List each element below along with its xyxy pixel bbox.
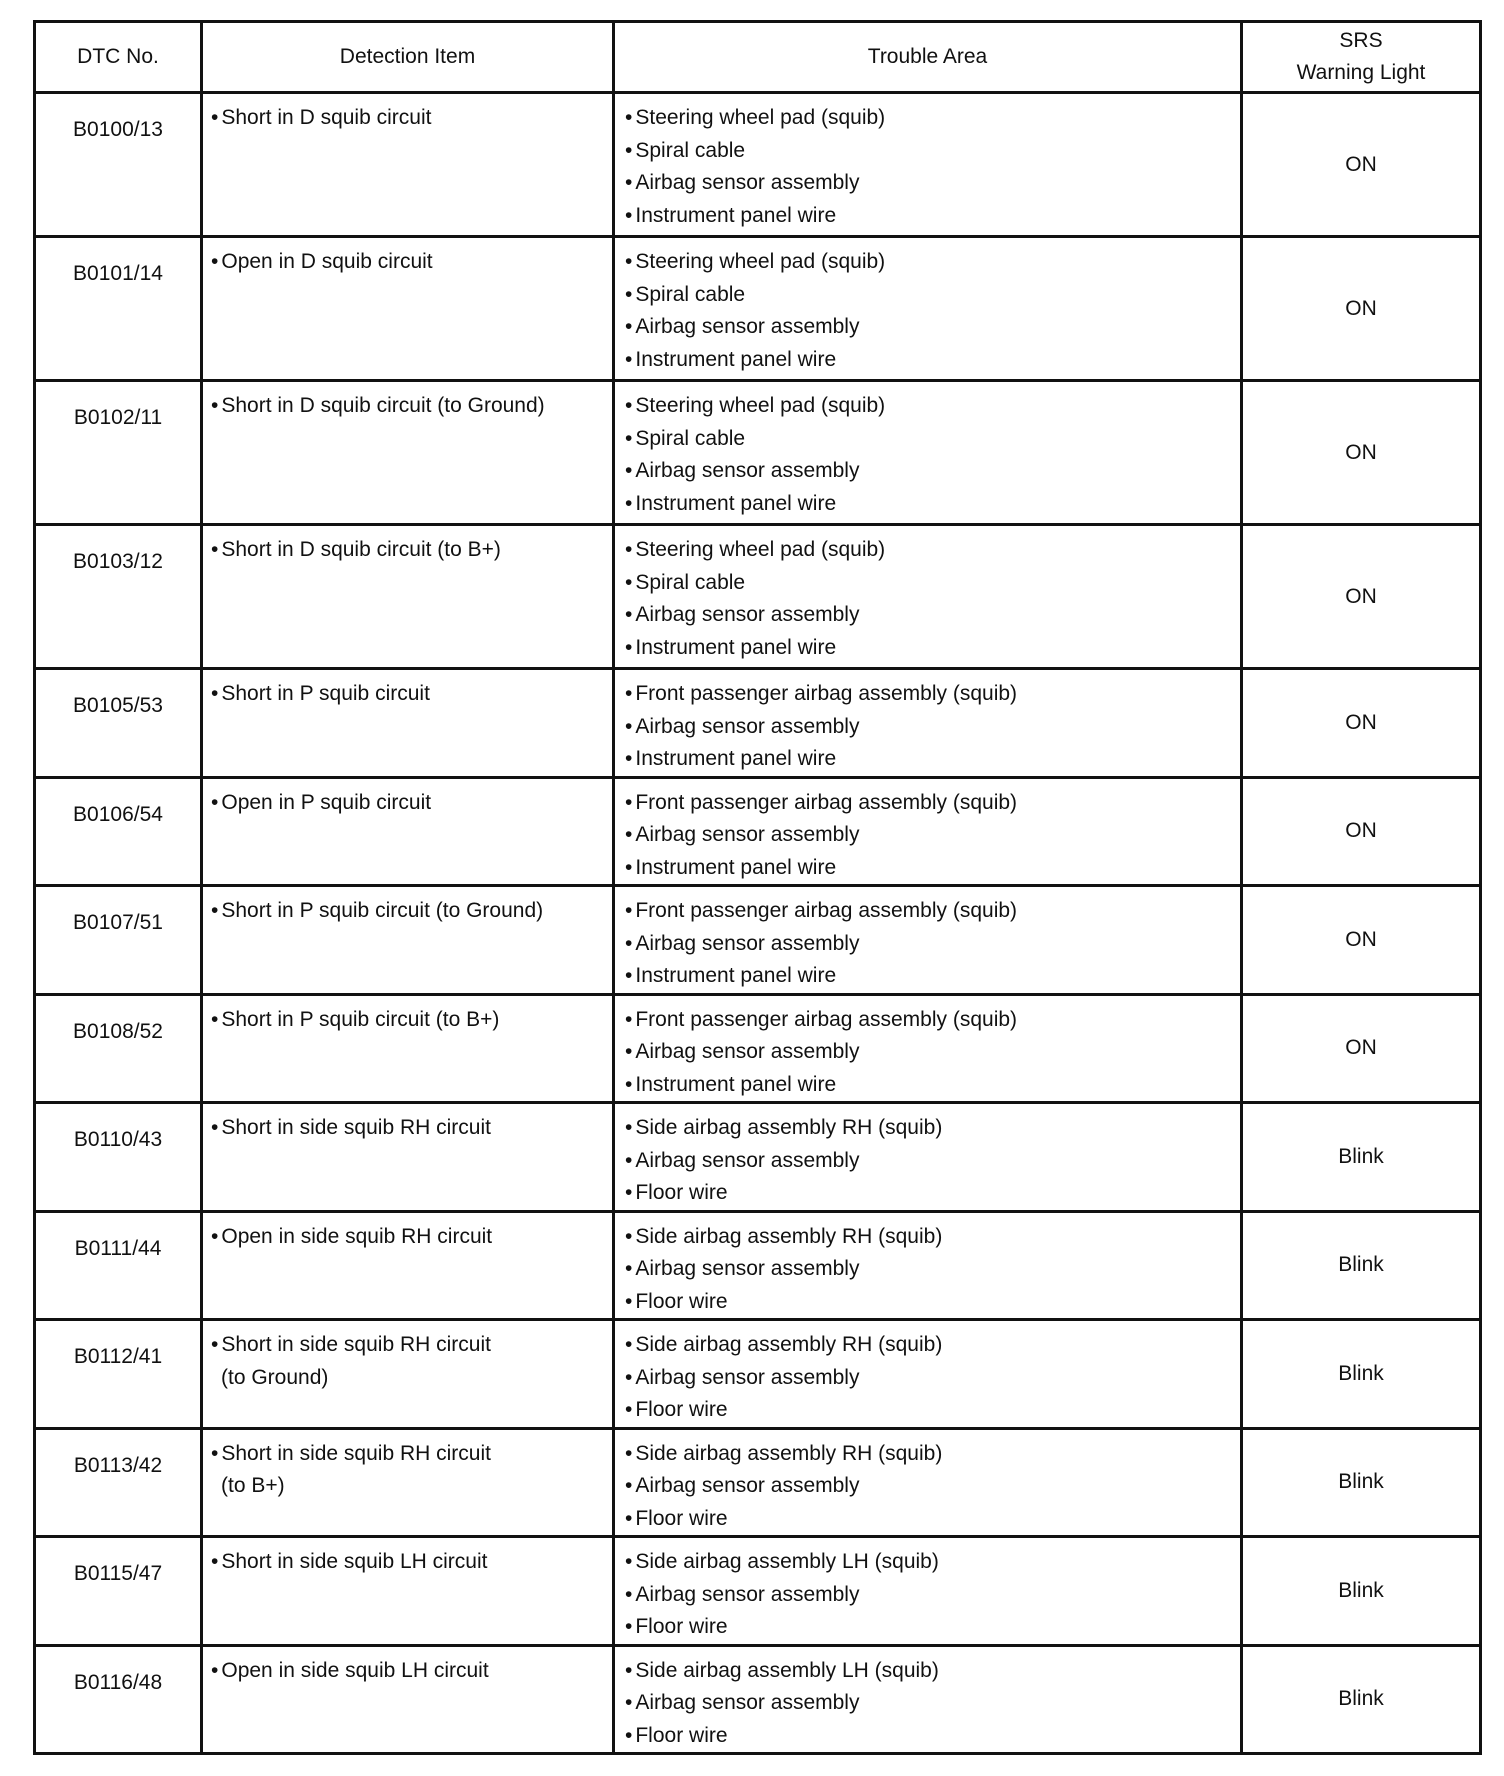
table-row [35, 93, 1481, 237]
detection-item-cell [202, 994, 614, 1103]
trouble-area-item: • Instrument panel wire [625, 632, 1240, 665]
trouble-area-cell [614, 1645, 1242, 1754]
trouble-area-cell [614, 994, 1242, 1103]
table-row [35, 1211, 1481, 1320]
srs-warning-light-cell: Blink [1242, 1645, 1481, 1754]
trouble-area-item: • Side airbag assembly RH (squib) [625, 1112, 1240, 1145]
detection-item-cell [202, 1320, 614, 1429]
detection-item-cell [202, 237, 614, 381]
trouble-area-item: • Instrument panel wire [625, 200, 1240, 233]
header-detection-item: Detection Item [202, 22, 614, 93]
trouble-area-cell [614, 237, 1242, 381]
trouble-area-item: • Instrument panel wire [625, 344, 1240, 377]
detection-item-continuation: (to B+) [221, 1474, 285, 1497]
trouble-area-item: • Airbag sensor assembly [625, 1579, 1240, 1612]
srs-warning-light-cell: Blink [1242, 1211, 1481, 1320]
trouble-area-item: • Steering wheel pad (squib) [625, 246, 1240, 279]
trouble-area-item: • Airbag sensor assembly [625, 711, 1240, 744]
dtc-code-cell: B0107/51 [35, 886, 202, 995]
trouble-area-item: • Steering wheel pad (squib) [625, 534, 1240, 567]
detection-item-cell [202, 381, 614, 525]
trouble-area-item: • Airbag sensor assembly [625, 1036, 1240, 1069]
trouble-area-item: • Airbag sensor assembly [625, 1687, 1240, 1720]
trouble-area-cell [614, 777, 1242, 886]
table-row [35, 1320, 1481, 1429]
trouble-area-item: • Airbag sensor assembly [625, 1253, 1240, 1286]
srs-warning-light-cell: ON [1242, 669, 1481, 778]
srs-warning-light-cell: ON [1242, 525, 1481, 669]
dtc-code-cell: B0102/11 [35, 381, 202, 525]
table-row [35, 777, 1481, 886]
trouble-area-item: • Steering wheel pad (squib) [625, 390, 1240, 423]
detection-item-cell [202, 1645, 614, 1754]
trouble-area-item: • Floor wire [625, 1177, 1240, 1210]
trouble-area-item: • Spiral cable [625, 135, 1240, 168]
trouble-area-cell [614, 1428, 1242, 1537]
trouble-area-item: • Spiral cable [625, 279, 1240, 312]
detection-item-text: • Open in side squib RH circuit [211, 1221, 612, 1254]
srs-warning-light-cell: Blink [1242, 1320, 1481, 1429]
detection-item-text: • Short in side squib LH circuit [211, 1546, 612, 1579]
table-row [35, 669, 1481, 778]
dtc-code-cell: B0110/43 [35, 1103, 202, 1212]
table-row [35, 1537, 1481, 1646]
dtc-code-cell: B0115/47 [35, 1537, 202, 1646]
detection-item-cell [202, 669, 614, 778]
trouble-area-item: • Airbag sensor assembly [625, 928, 1240, 961]
trouble-area-item: • Front passenger airbag assembly (squib) [625, 895, 1240, 928]
srs-warning-light-cell: ON [1242, 381, 1481, 525]
trouble-area-item: • Side airbag assembly LH (squib) [625, 1655, 1240, 1688]
detection-item-text: • Short in D squib circuit (to B+) [211, 534, 612, 567]
detection-item-cell [202, 1428, 614, 1537]
trouble-area-cell [614, 93, 1242, 237]
header-srs-line1: SRS [1339, 29, 1383, 52]
detection-item-text: • Short in side squib RH circuit [211, 1438, 612, 1471]
trouble-area-item: • Instrument panel wire [625, 488, 1240, 521]
detection-item-cell [202, 1211, 614, 1320]
trouble-area-item: • Floor wire [625, 1286, 1240, 1319]
trouble-area-cell [614, 1320, 1242, 1429]
detection-item-text: • Short in side squib RH circuit [211, 1112, 612, 1145]
detection-item-cell [202, 777, 614, 886]
trouble-area-item: • Airbag sensor assembly [625, 455, 1240, 488]
trouble-area-item: • Steering wheel pad (squib) [625, 102, 1240, 135]
table-body [35, 93, 1481, 1754]
trouble-area-item: • Side airbag assembly RH (squib) [625, 1438, 1240, 1471]
trouble-area-cell [614, 1211, 1242, 1320]
trouble-area-cell [614, 886, 1242, 995]
trouble-area-item: • Side airbag assembly RH (squib) [625, 1221, 1240, 1254]
dtc-code-cell: B0108/52 [35, 994, 202, 1103]
detection-item-text: • Short in D squib circuit (to Ground) [211, 390, 612, 423]
trouble-area-cell [614, 1103, 1242, 1212]
srs-warning-light-cell: ON [1242, 886, 1481, 995]
trouble-area-cell [614, 525, 1242, 669]
detection-item-text: • Short in D squib circuit [211, 102, 612, 135]
dtc-code-cell: B0105/53 [35, 669, 202, 778]
detection-item-cell [202, 525, 614, 669]
srs-warning-light-cell: Blink [1242, 1428, 1481, 1537]
table-row [35, 886, 1481, 995]
trouble-area-item: • Airbag sensor assembly [625, 1470, 1240, 1503]
trouble-area-item: • Floor wire [625, 1720, 1240, 1753]
dtc-code-cell: B0106/54 [35, 777, 202, 886]
dtc-code-cell: B0112/41 [35, 1320, 202, 1429]
trouble-area-item: • Floor wire [625, 1503, 1240, 1536]
detection-item-text: • Open in P squib circuit [211, 787, 612, 820]
srs-warning-light-cell: ON [1242, 93, 1481, 237]
trouble-area-item: • Instrument panel wire [625, 1069, 1240, 1102]
trouble-area-cell [614, 381, 1242, 525]
dtc-code-cell: B0111/44 [35, 1211, 202, 1320]
detection-item-text: • Short in P squib circuit [211, 678, 612, 711]
trouble-area-item: • Front passenger airbag assembly (squib) [625, 678, 1240, 711]
trouble-area-item: • Side airbag assembly RH (squib) [625, 1329, 1240, 1362]
dtc-code-cell: B0113/42 [35, 1428, 202, 1537]
srs-warning-light-cell: ON [1242, 994, 1481, 1103]
dtc-code-cell: B0116/48 [35, 1645, 202, 1754]
table-row [35, 381, 1481, 525]
trouble-area-item: • Front passenger airbag assembly (squib) [625, 1004, 1240, 1037]
trouble-area-item: • Instrument panel wire [625, 852, 1240, 885]
trouble-area-item: • Instrument panel wire [625, 960, 1240, 993]
srs-warning-light-cell: Blink [1242, 1537, 1481, 1646]
detection-item-text: • Short in side squib RH circuit [211, 1329, 612, 1362]
dtc-table [33, 20, 1482, 1755]
table-row [35, 1103, 1481, 1212]
trouble-area-cell [614, 1537, 1242, 1646]
srs-warning-light-cell: ON [1242, 777, 1481, 886]
detection-item-text: • Open in side squib LH circuit [211, 1655, 612, 1688]
header-srs-warning-light [1242, 22, 1481, 93]
trouble-area-item: • Airbag sensor assembly [625, 1145, 1240, 1178]
trouble-area-item: • Airbag sensor assembly [625, 819, 1240, 852]
trouble-area-item: • Spiral cable [625, 567, 1240, 600]
srs-warning-light-cell: Blink [1242, 1103, 1481, 1212]
header-row [35, 22, 1481, 93]
trouble-area-item: • Side airbag assembly LH (squib) [625, 1546, 1240, 1579]
trouble-area-item: • Instrument panel wire [625, 743, 1240, 776]
dtc-code-cell: B0103/12 [35, 525, 202, 669]
detection-item-text: • Short in P squib circuit (to Ground) [211, 895, 612, 928]
detection-item-cell [202, 1537, 614, 1646]
header-srs-line2: Warning Light [1296, 61, 1426, 84]
header-trouble-area: Trouble Area [614, 22, 1242, 93]
table-row [35, 1428, 1481, 1537]
trouble-area-item: • Airbag sensor assembly [625, 599, 1240, 632]
detection-item-text: • Open in D squib circuit [211, 246, 612, 279]
trouble-area-item: • Floor wire [625, 1611, 1240, 1644]
detection-item-cell [202, 1103, 614, 1212]
dtc-code-cell: B0101/14 [35, 237, 202, 381]
detection-item-cell [202, 886, 614, 995]
detection-item-text: • Short in P squib circuit (to B+) [211, 1004, 612, 1037]
header-dtc-no: DTC No. [35, 22, 202, 93]
table-header [35, 22, 1481, 93]
dtc-code-cell: B0100/13 [35, 93, 202, 237]
trouble-area-item: • Spiral cable [625, 423, 1240, 456]
trouble-area-item: • Airbag sensor assembly [625, 167, 1240, 200]
trouble-area-item: • Airbag sensor assembly [625, 311, 1240, 344]
detection-item-continuation: (to Ground) [221, 1365, 329, 1389]
table-row [35, 525, 1481, 669]
trouble-area-item: • Front passenger airbag assembly (squib) [625, 787, 1240, 820]
table-row [35, 994, 1481, 1103]
trouble-area-item: • Floor wire [625, 1394, 1240, 1427]
table-row [35, 1645, 1481, 1754]
srs-warning-light-cell: ON [1242, 237, 1481, 381]
trouble-area-cell [614, 669, 1242, 778]
detection-item-cell [202, 93, 614, 237]
table-row [35, 237, 1481, 381]
trouble-area-item: • Airbag sensor assembly [625, 1362, 1240, 1395]
